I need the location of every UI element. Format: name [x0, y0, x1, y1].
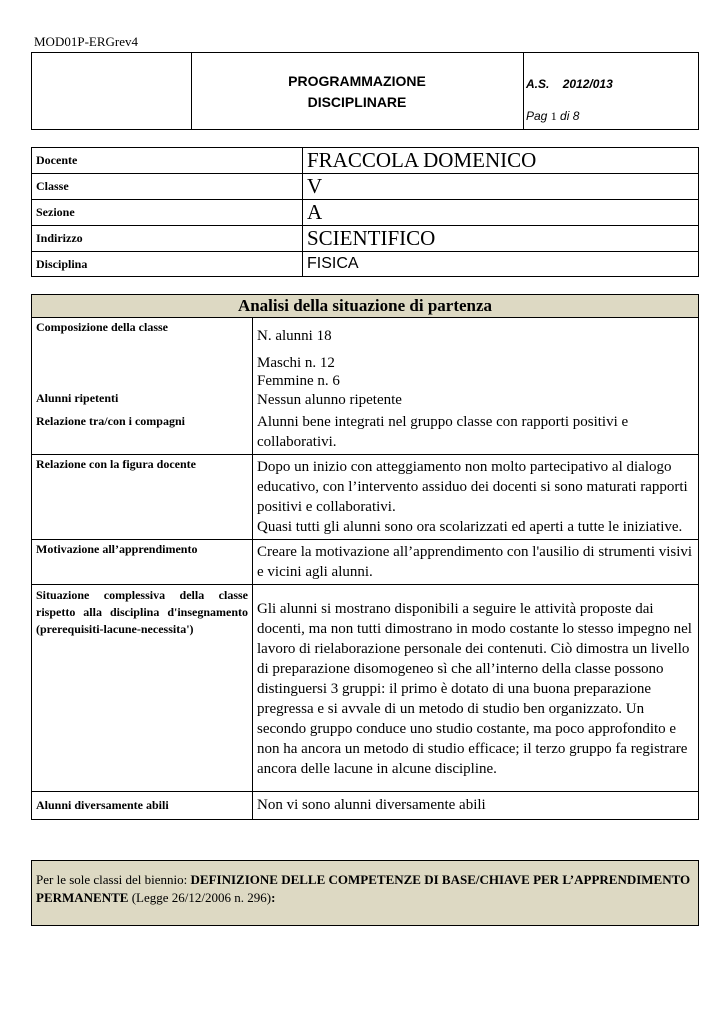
info-row-classe	[32, 174, 699, 200]
page-of: di 8	[560, 109, 580, 123]
analysis-table	[31, 294, 699, 820]
info-value: FRACCOLA DOMENICO	[303, 148, 699, 174]
relations-teacher-row	[32, 455, 699, 540]
header-box	[31, 52, 699, 130]
composition-value-cell	[253, 318, 699, 455]
motivation-value: Creare la motivazione all’apprendimento con l'ausilio di strumenti visivi e vicini agli alunni.	[253, 540, 699, 585]
overall-label: Situazione complessiva della classe rispetto alla disciplina d'insegnamento (prerequisiti-lacune-necessita')	[32, 585, 253, 792]
relations-teacher-paragraph-1: Dopo un inizio con atteggiamento non molto partecipativo al dialogo educativo, con l’intervento assiduo dei docenti si sono maturati rapporti positivi e collaborativi.	[257, 459, 688, 515]
info-row-docente	[32, 148, 699, 174]
info-row-disciplina	[32, 252, 699, 277]
relations-teacher-cell	[253, 455, 699, 540]
competences-law: (Legge 26/12/2006 n. 296)	[128, 890, 272, 905]
info-label: Indirizzo	[32, 226, 303, 252]
relations-teacher-paragraph-2: Quasi tutti gli alunni sono ora scolarizzati ed aperti a tutte le iniziative.	[257, 519, 683, 535]
logo-cell	[32, 53, 192, 129]
motivation-row	[32, 540, 699, 585]
competences-box	[31, 860, 699, 926]
info-label: Disciplina	[32, 252, 303, 277]
relations-teacher-label: Relazione con la figura docente	[32, 455, 253, 540]
info-value: A	[303, 200, 699, 226]
female-count: Femmine n. 6	[257, 373, 340, 389]
repeaters-label: Alunni ripetenti	[36, 391, 119, 405]
disabled-row	[32, 792, 699, 820]
analysis-title: Analisi della situazione di partenza	[32, 295, 699, 318]
relations-peers-label: Relazione tra/con i compagni	[36, 414, 185, 428]
composition-row	[32, 318, 699, 455]
info-value: SCIENTIFICO	[303, 226, 699, 252]
school-year-label: A.S.	[526, 77, 550, 91]
info-row-indirizzo	[32, 226, 699, 252]
school-year-value: 2012/013	[562, 77, 613, 91]
composition-label-cell	[32, 318, 253, 455]
overall-value: Gli alunni si mostrano disponibili a seguire le attività proposte dai docenti, ma non tutti dimostrano in modo costante lo stesso impegno nel lavoro di rielaborazione personale dei contenuti. Ciò dimostra un livello di preparazione disomogeneo sì che all’interno della classe possono distinguersi 3 gruppi: il primo è dotato di una buona preparazione pregressa e si avvale di un metodo di studio ben organizzato. Un secondo gruppo conduce uno studio costante, ma poco approfondito e non ha ancora un metodo di studio efficace; il terzo gruppo fa registrare ancora delle lacune in alcune discipline.	[253, 585, 699, 792]
composition-label: Composizione della classe	[36, 320, 168, 334]
disabled-value: Non vi sono alunni diversamente abili	[253, 792, 699, 820]
overall-row	[32, 585, 699, 792]
teacher-info-table	[31, 147, 699, 277]
info-label: Docente	[32, 148, 303, 174]
page-number: 1	[550, 109, 557, 123]
document-code: MOD01P-ERGrev4	[34, 34, 138, 49]
title-line-1: PROGRAMMAZIONE	[288, 73, 426, 89]
info-value: V	[303, 174, 699, 200]
title-line-2: DISCIPLINARE	[307, 94, 407, 110]
competences-colon: :	[271, 890, 276, 905]
info-row-sezione	[32, 200, 699, 226]
relations-peers-value: Alunni bene integrati nel gruppo classe con rapporti positivi e collaborativi.	[257, 414, 629, 450]
info-label: Classe	[32, 174, 303, 200]
disabled-label: Alunni diversamente abili	[32, 792, 253, 820]
competences-prefix: Per le sole classi del biennio:	[36, 872, 191, 887]
info-value: FISICA	[303, 252, 699, 277]
school-year	[526, 77, 613, 91]
students-count: N. alunni 18	[257, 328, 332, 344]
male-count: Maschi n. 12	[257, 355, 335, 371]
info-label: Sezione	[32, 200, 303, 226]
page-prefix: Pag	[526, 109, 548, 123]
competences-title: DEFINIZIONE DELLE COMPETENZE DI BASE/CHIAVE PER L’APPRENDIMENTO PERMANENTE	[36, 872, 691, 905]
title-cell	[191, 53, 524, 129]
repeaters-value: Nessun alunno ripetente	[257, 392, 402, 408]
meta-cell	[524, 53, 698, 129]
motivation-label: Motivazione all’apprendimento	[32, 540, 253, 585]
page-indicator	[526, 109, 579, 124]
